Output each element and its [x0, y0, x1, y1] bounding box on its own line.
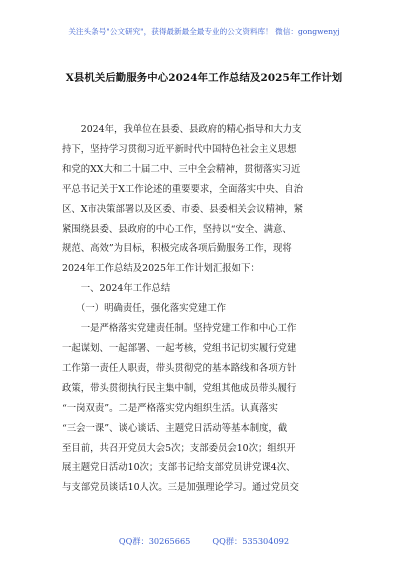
body-line: 持下，坚持学习贯彻习近平新时代中国特色社会主义思想: [62, 143, 297, 155]
subsection-heading: （一）明确责任，强化落实党建工作: [62, 303, 227, 315]
body-line: “三会一课”、谈心谈话、主题党日活动等基本制度，截: [62, 422, 288, 434]
document-title: X县机关后勤服务中心2024年工作总结及2025年工作计划: [65, 72, 343, 84]
footer-note: [0, 536, 408, 547]
body-line: 一起谋划、一起部署、一起考核，党组书记切实履行党建: [62, 342, 297, 354]
body-line: 规范、高效”为目标，积极完成各项后勤服务工作，现将: [62, 243, 292, 255]
section-heading: 一、2024年工作总结: [62, 283, 171, 295]
body-line: 工作第一责任人职责，带头贯彻党的基本路线和各项方针: [62, 362, 297, 374]
document-body: [62, 120, 352, 498]
qq-group-number: 535304092: [242, 536, 290, 546]
body-line: 一是严格落实党建责任制。坚持党建工作和中心工作: [62, 323, 297, 335]
qq-group-number: 30265665: [148, 536, 191, 546]
qq-group-label: QQ群：: [212, 536, 243, 546]
body-line: 区、X市决策部署以及区委、市委、县委相关会议精神，紧: [62, 203, 304, 215]
body-line: 2024年，我单位在县委、县政府的精心指导和大力支: [62, 124, 302, 135]
body-line: 政策，带头贯彻执行民主集中制，党组其他成员带头履行: [62, 382, 297, 394]
body-line: 展主题党日活动10次；支部书记给支部党员讲党课4次、: [62, 462, 296, 474]
body-line: 和党的XX大和二十届二中、三中全会精神，贯彻落实习近: [62, 163, 301, 175]
body-line: 紧围绕县委、县政府的中心工作，坚持以“安全、满意、: [62, 223, 292, 235]
body-line: 平总书记关于X工作论述的重要要求，全面落实中央、自治: [62, 183, 304, 195]
body-line: 2024年工作总结及2025年工作计划汇报如下：: [62, 263, 260, 275]
qq-group-label: QQ群：: [118, 536, 149, 546]
header-note: 关注头条号"公文研究"，获得最新最全最专业的公文资料库！ 微信：gongwenyj: [68, 27, 340, 36]
body-line: “一岗双责”。二是严格落实党内组织生活。认真落实: [62, 402, 278, 414]
body-line: 与支部党员谈话10人次。三是加强理论学习。通过党员交: [62, 482, 299, 494]
body-line: 至目前，共召开党员大会5次；支部委员会10次；组织开: [62, 442, 296, 454]
